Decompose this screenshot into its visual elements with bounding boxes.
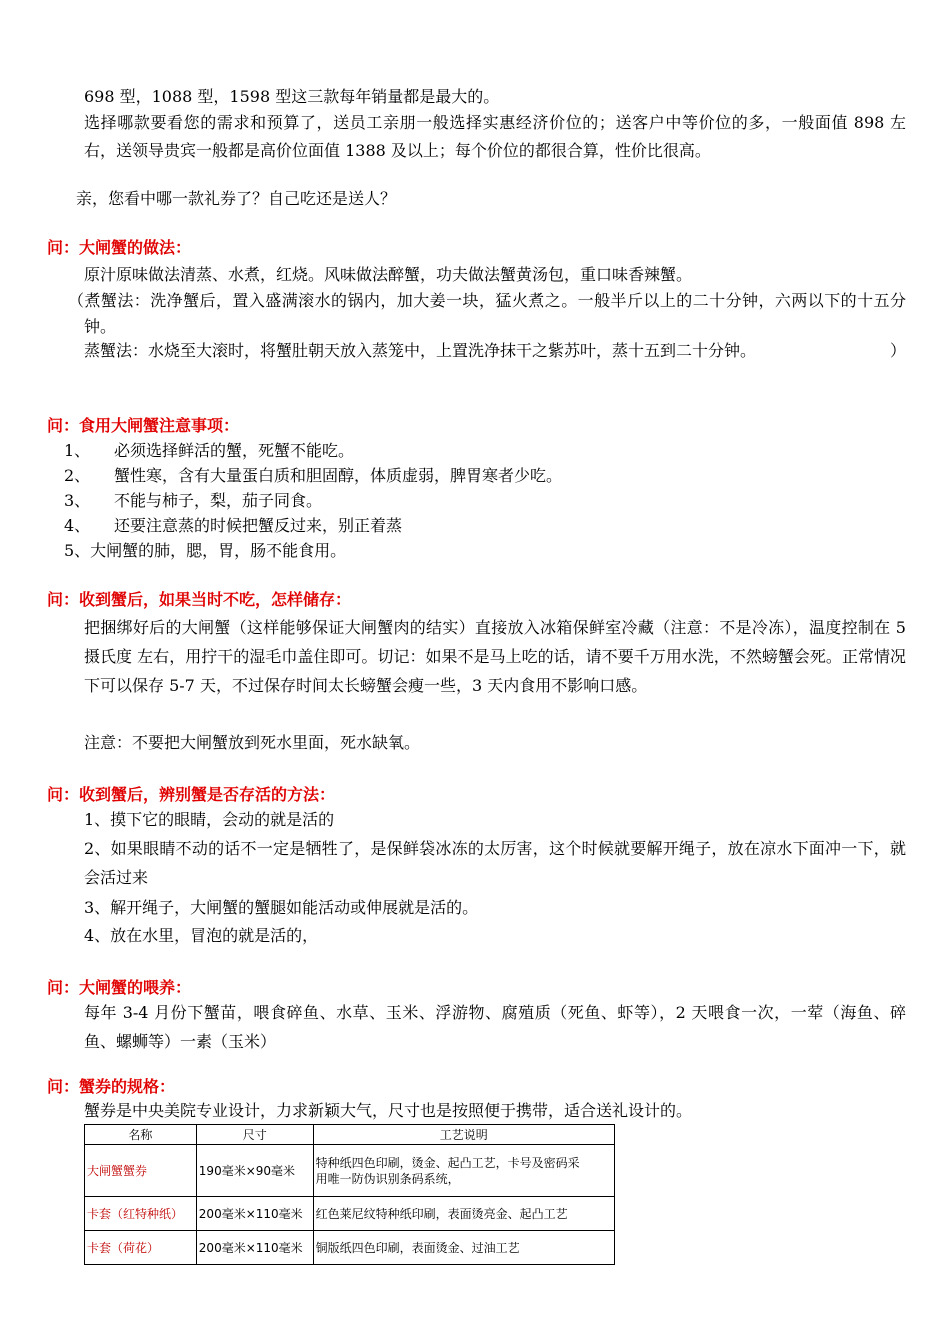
alive-item-4: 4、放在水里，冒泡的就是活的，: [84, 926, 319, 945]
table-cell-name: 卡套（荷花）: [85, 1231, 197, 1265]
table-cell-name: 卡套（红特种纸）: [85, 1197, 197, 1231]
list-item-text: 必须选择鲜活的蟹，死蟹不能吃。: [114, 441, 355, 460]
table-header-row: [85, 1125, 615, 1145]
storage-paragraph: 把捆绑好后的大闸蟹（这样能够保证大闸蟹肉的结实）直接放入冰箱保鲜室冷藏（注意：不是冷冻），温度控制在 5 摄氏度 左右，用拧干的湿毛巾盖住即可。切记：如果不是马上吃的话，请不要千万用水洗，不然螃蟹会死。正常情况下可以保存 5-7 天，不过保存时间太长螃蟹会瘦一些，3 天内食用不影响口感。: [84, 618, 906, 695]
table-row: [85, 1145, 615, 1197]
column-header: 工艺说明: [313, 1125, 614, 1145]
steam-method: 蒸蟹法：水烧至大滚时，将蟹肚朝天放入蒸笼中，上置洗净抹干之紫苏叶，蒸十五到二十分钟。: [84, 341, 757, 360]
list-item-number: 3、: [64, 491, 91, 510]
spec-table: [84, 1124, 615, 1265]
cooking-line: 原汁原味做法清蒸、水煮，红烧。风味做法醉蟹，功夫做法蟹黄汤包，重口味香辣蟹。: [84, 265, 693, 284]
list-item-text: 还要注意蒸的时候把蟹反过来，别正着蒸: [114, 516, 403, 535]
storage-note: 注意：不要把大闸蟹放到死水里面，死水缺氧。: [84, 733, 421, 752]
notes-heading: 问：食用大闸蟹注意事项：: [47, 416, 240, 435]
table-row: [85, 1231, 615, 1265]
table-cell-craft: 铜版纸四色印刷，表面烫金、过油工艺: [313, 1231, 614, 1265]
spec-heading: 问：蟹券的规格：: [47, 1077, 176, 1096]
list-item-number: 2、: [64, 466, 91, 485]
spec-line: 蟹券是中央美院专业设计，力求新颖大气，尺寸也是按照便于携带，适合送礼设计的。: [84, 1101, 693, 1120]
table-cell-name: 大闸蟹蟹券: [85, 1145, 197, 1197]
craft-line: 特种纸四色印刷，烫金、起凸工艺，卡号及密码采: [315, 1155, 580, 1170]
table-cell-size: 200毫米×110毫米: [196, 1231, 313, 1265]
intro-paragraph: 选择哪款要看您的需求和预算了，送员工亲朋一般选择实惠经济价位的；送客户中等价位的多，一般面值 898 左右，送领导贵宾一般都是高价位面值 1388 及以上；每个价位的都很合算，性价比很高。: [84, 113, 906, 160]
column-header: 尺寸: [196, 1125, 313, 1145]
table-cell-craft: [313, 1145, 614, 1197]
list-item-number: 1、: [64, 441, 91, 460]
table-row: [85, 1197, 615, 1231]
table-cell-size: 200毫米×110毫米: [196, 1197, 313, 1231]
intro-question: 亲，您看中哪一款礼券了？自己吃还是送人？: [76, 189, 397, 208]
table-cell-size: 190毫米×90毫米: [196, 1145, 313, 1197]
list-item-number: 4、: [64, 516, 91, 535]
craft-line: 用唯一防伪识别条码系统，: [315, 1171, 460, 1186]
alive-item-3: 3、解开绳子，大闸蟹的蟹腿如能活动或伸展就是活的。: [84, 898, 479, 917]
alive-item-2: 2、如果眼睛不动的话不一定是牺牲了，是保鲜袋冰冻的太厉害，这个时候就要解开绳子，放在凉水下面冲一下，就会活过来: [84, 839, 906, 887]
list-item-text: 蟹性寒，含有大量蛋白质和胆固醇，体质虚弱，脾胃寒者少吃。: [114, 466, 563, 485]
feeding-paragraph: 每年 3-4 月份下蟹苗，喂食碎鱼、水草、玉米、浮游物、腐殖质（死鱼、虾等），2 天喂食一次，一荤（海鱼、碎鱼、螺蛳等）一素（玉米）: [84, 1003, 906, 1051]
cooking-heading: 问：大闸蟹的做法：: [47, 238, 192, 257]
list-item-text: 5、大闸蟹的肺，腮，胃，肠不能食用。: [64, 541, 347, 560]
storage-heading: 问：收到蟹后，如果当时不吃，怎样储存：: [47, 590, 352, 609]
alive-item-1: 1、摸下它的眼睛，会动的就是活的: [84, 810, 335, 829]
close-paren: ）: [890, 341, 907, 360]
feeding-heading: 问：大闸蟹的喂养：: [47, 978, 192, 997]
list-item-text: 不能与柿子，梨，茄子同食。: [114, 491, 323, 510]
intro-line: 698 型，1088 型，1598 型这三款每年销量都是最大的。: [84, 87, 500, 106]
alive-heading: 问：收到蟹后，辨别蟹是否存活的方法：: [47, 785, 336, 804]
boil-method: （煮蟹法：洗净蟹后，置入盛满滚水的锅内，加大姜一块，猛火煮之。一般半斤以上的二十分钟，六两以下的十五分钟。: [68, 291, 906, 336]
table-cell-craft: 红色莱尼纹特种纸印刷，表面烫亮金、起凸工艺: [313, 1197, 614, 1231]
column-header: 名称: [85, 1125, 197, 1145]
